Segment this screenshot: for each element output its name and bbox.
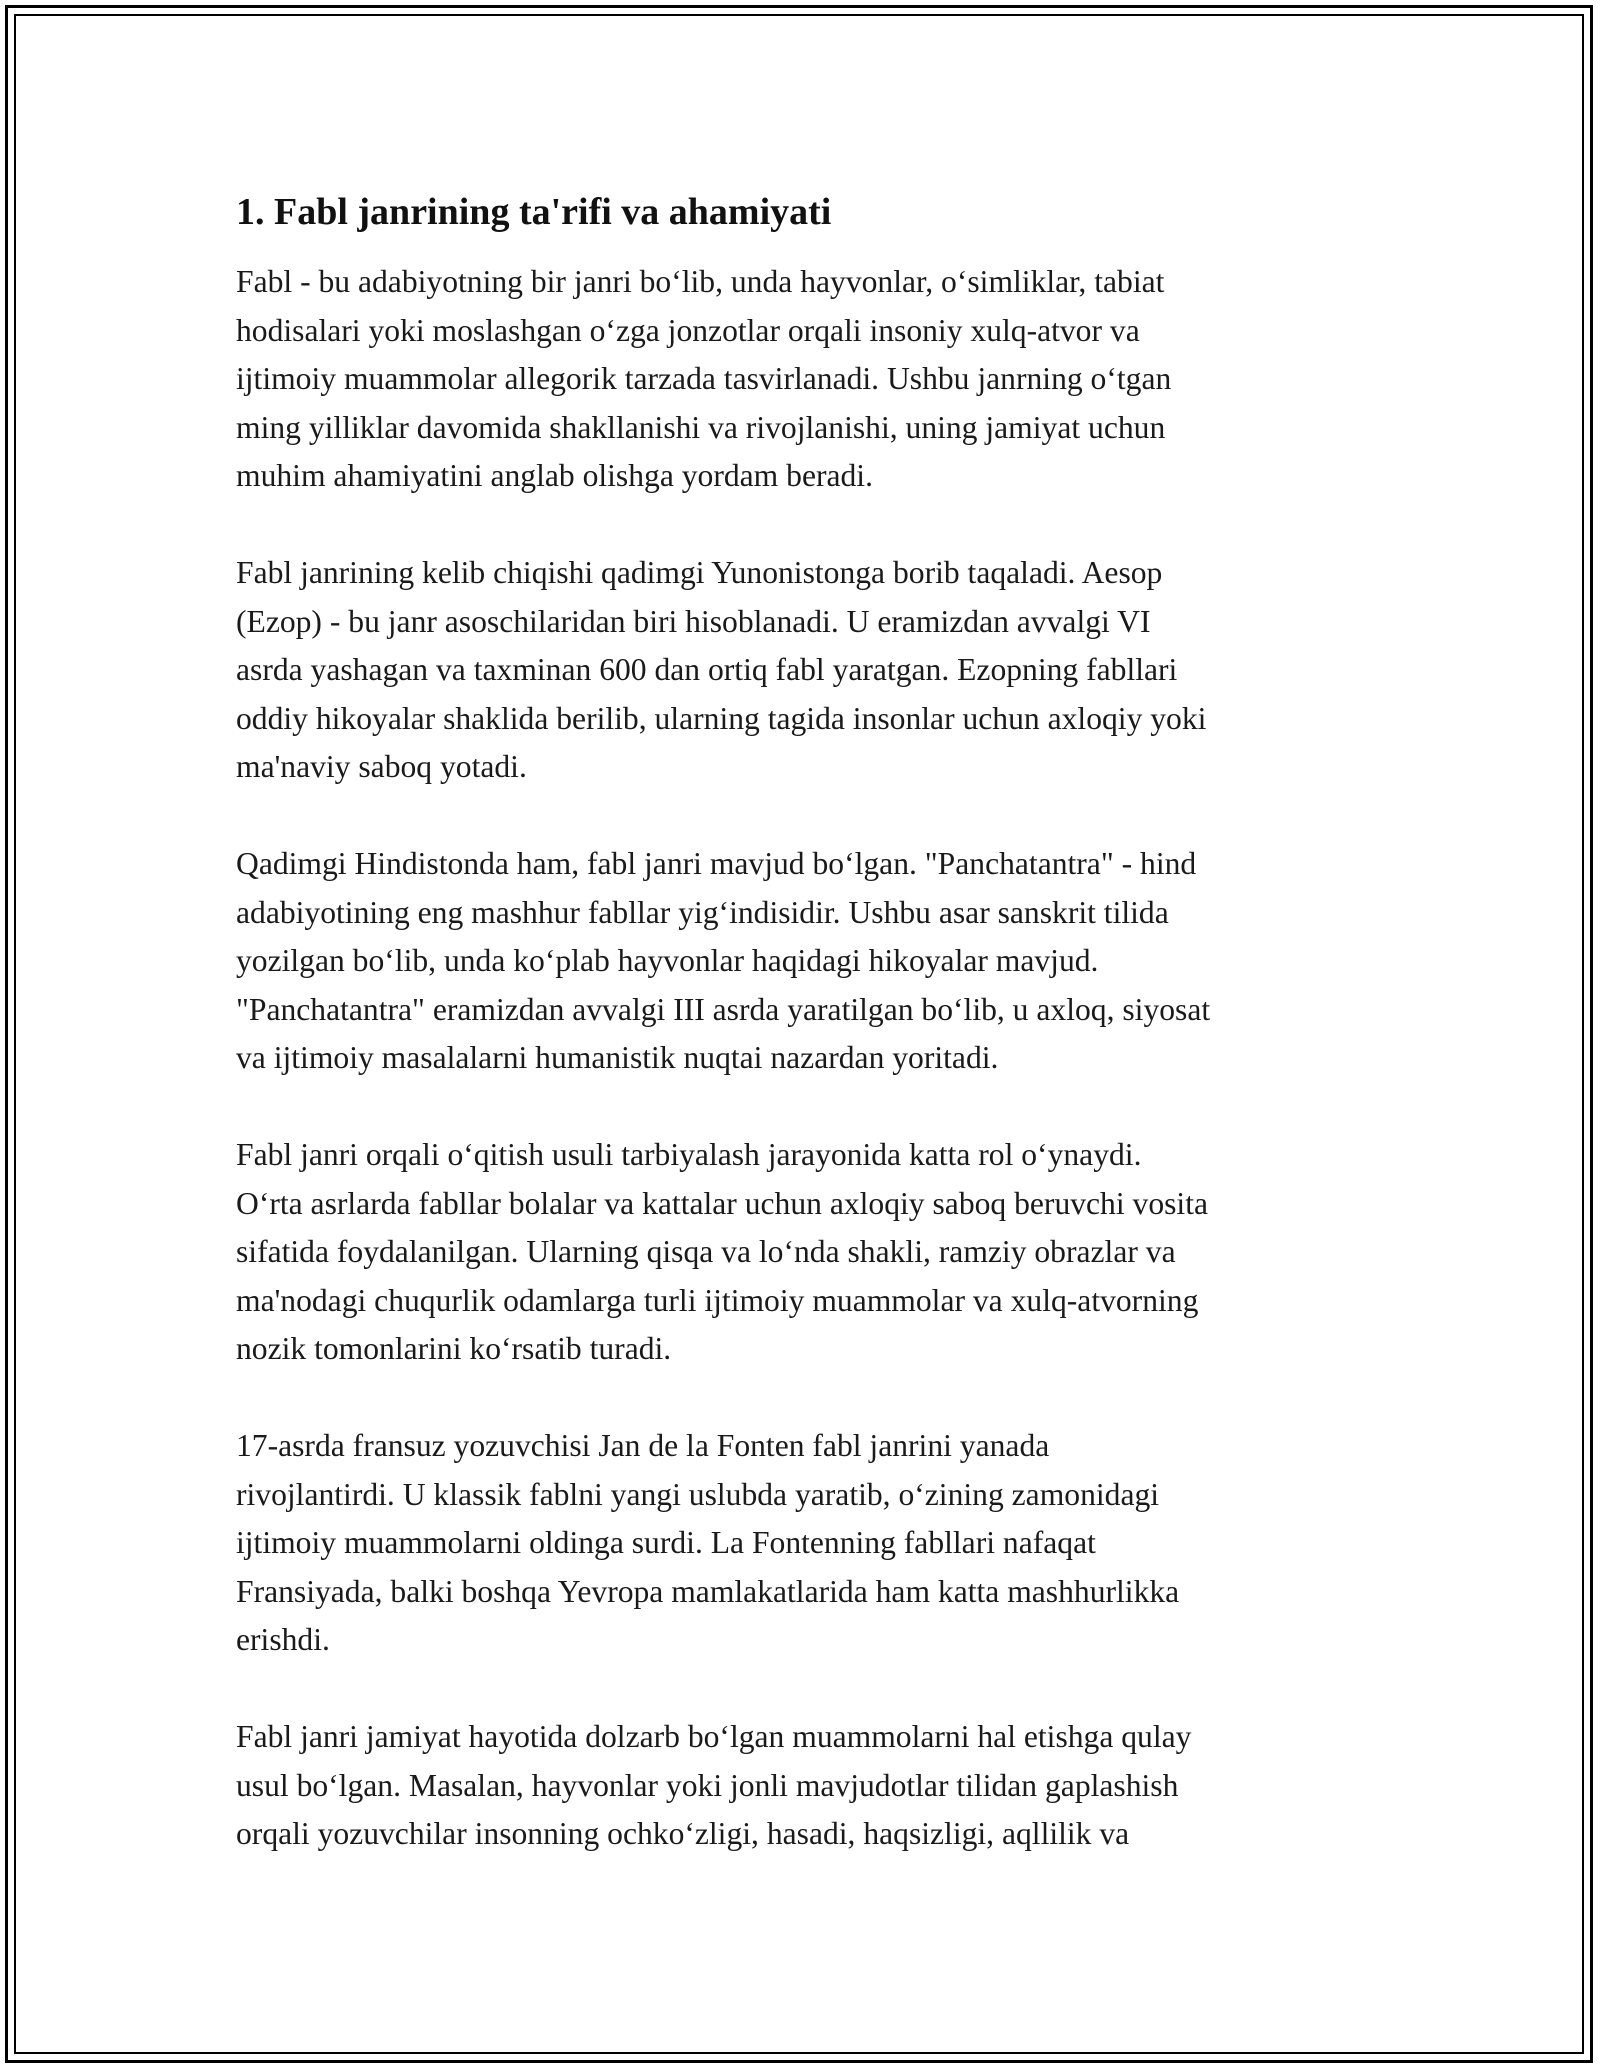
text-line: Fabl janrining kelib chiqishi qadimgi Yunonistonga borib taqaladi. Aesop	[236, 555, 1163, 590]
text-line: va ijtimoiy masalalarni humanistik nuqtai nazardan yoritadi.	[236, 1040, 999, 1075]
text-line: erishdi.	[236, 1622, 330, 1657]
text-line: asrda yashagan va taxminan 600 dan ortiq fabl yaratgan. Ezopning fabllari	[236, 652, 1178, 687]
text-line: Fransiyada, balki boshqa Yevropa mamlakatlarida ham katta mashhurlikka	[236, 1573, 1180, 1609]
text-line: adabiyotining eng mashhur fabllar yig‘indisidir. Ushbu asar sanskrit tilida	[236, 894, 1169, 930]
text-line: nozik tomonlarini ko‘rsatib turadi.	[236, 1331, 672, 1366]
text-line: oddiy hikoyalar shaklida berilib, ularning tagida insonlar uchun axloqiy yoki	[236, 700, 1207, 736]
paragraph-origin-greece	[236, 549, 1376, 792]
text-line: 17-asrda fransuz yozuvchisi Jan de la Fonten fabl janrini yanada	[236, 1428, 1050, 1463]
section-heading: 1. Fabl janrining ta'rifi va ahamiyati	[236, 191, 832, 233]
document-body	[236, 186, 1376, 1907]
text-line: Fabl janri orqali o‘qitish usuli tarbiyalash jarayonida katta rol o‘ynaydi.	[236, 1137, 1142, 1172]
text-line: Fabl janri jamiyat hayotida dolzarb bo‘lgan muammolarni hal etishga qulay	[236, 1719, 1192, 1754]
text-line: ma'naviy saboq yotadi.	[236, 749, 527, 784]
text-line: hodisalari yoki moslashgan o‘zga jonzotlar orqali insoniy xulq-atvor va	[236, 312, 1140, 348]
text-line: yozilgan bo‘lib, unda ko‘plab hayvonlar haqidagi hikoyalar mavjud.	[236, 943, 1099, 978]
text-line: "Panchatantra" eramizdan avvalgi III asrda yaratilgan bo‘lib, u axloq, siyosat	[236, 991, 1211, 1027]
paragraph-education	[236, 1131, 1376, 1374]
text-line: (Ezop) - bu janr asoschilaridan biri hisoblanadi. U eramizdan avvalgi VI	[236, 603, 1151, 639]
text-line: ming yilliklar davomida shakllanishi va rivojlanishi, uning jamiyat uchun	[236, 409, 1166, 445]
paragraph-india-panchatantra	[236, 840, 1376, 1083]
text-line: ma'nodagi chuqurlik odamlarga turli ijtimoiy muammolar va xulq-atvorning	[236, 1282, 1199, 1318]
text-line: ijtimoiy muammolar allegorik tarzada tasvirlanadi. Ushbu janrning o‘tgan	[236, 361, 1172, 396]
text-line: muhim ahamiyatini anglab olishga yordam beradi.	[236, 458, 873, 493]
paragraph-definition	[236, 258, 1376, 501]
text-line: ijtimoiy muammolarni oldinga surdi. La Fontenning fabllari nafaqat	[236, 1525, 1096, 1560]
text-line: Fabl - bu adabiyotning bir janri bo‘lib, unda hayvonlar, o‘simliklar, tabiat	[236, 264, 1165, 299]
text-line: usul bo‘lgan. Masalan, hayvonlar yoki jonli mavjudotlar tilidan gaplashish	[236, 1767, 1179, 1803]
paragraph-la-fontaine	[236, 1422, 1376, 1665]
text-line: orqali yozuvchilar insonning ochko‘zligi, hasadi, haqsizligi, aqllilik va	[236, 1816, 1130, 1851]
text-line: Qadimgi Hindistonda ham, fabl janri mavjud bo‘lgan. "Panchatantra" - hind	[236, 846, 1197, 881]
text-line: O‘rta asrlarda fabllar bolalar va kattalar uchun axloqiy saboq beruvchi vosita	[236, 1185, 1209, 1221]
text-line: sifatida foydalanilgan. Ularning qisqa va lo‘nda shakli, ramziy obrazlar va	[236, 1234, 1176, 1269]
text-line: rivojlantirdi. U klassik fablni yangi uslubda yaratib, o‘zining zamonidagi	[236, 1476, 1160, 1512]
paragraph-social-problems	[236, 1713, 1376, 1859]
